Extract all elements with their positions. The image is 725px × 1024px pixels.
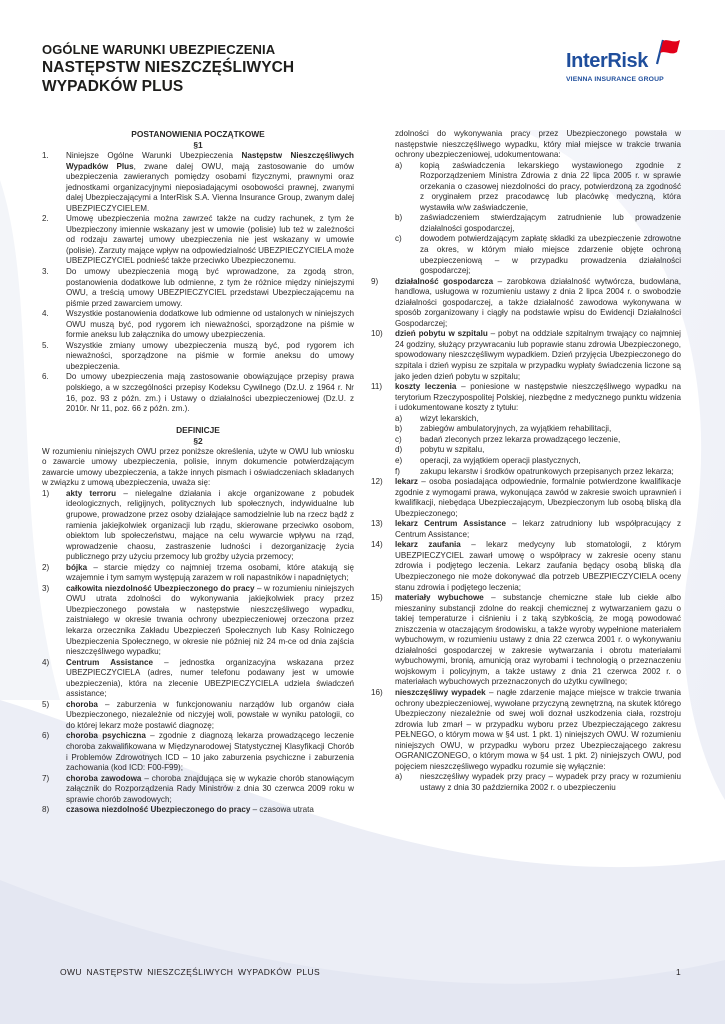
definition-item: 14) lekarz zaufania – lekarz medycyny lub stomatologii, z którym UBEZPIECZYCIEL zawarł umowę o współpracy w zakresie oceny stanu zdrowia i podjętego leczenia. Lekarz zaufania będący osobą bliską dla Ubezpieczonego nie może dokonywać dla potrzeb UBEZPIECZYCIELA oceny stanu zdrowia i podjętego leczenia; — [371, 540, 681, 592]
sub-list-item: e) operacji, za wyjątkiem operacji plastycznych, — [395, 455, 581, 465]
sub-list — [371, 161, 681, 277]
list-item: 2. Umowę ubezpieczenia można zawrzeć także na cudzy rachunek, z tym że Ubezpieczony imiennie wskazany jest w umowie (polisie) lub też w zależności od rodzaju zawartej umowy ubezpieczenia nie jest wskazany w umowie (polisie). Zarzuty mające wpływ na odpowiedzialność UBEZPIECZYCIELA może UBEZPIECZYCIEL podnieść także przeciwko Ubezpieczonemu. — [42, 214, 354, 266]
definitions-intro: W rozumieniu niniejszych OWU przez poniższe określenia, użyte w OWU lub wniosku o zawarcie umowy ubezpieczenia, polisie, innym dokumencie potwierdzającym zawarcie umowy ubezpieczenia, a także innych pismach i oświadczeniach składanych w związku z umową ubezpieczenia, uważa się: — [42, 446, 354, 488]
sub-list-item: f) zakupu lekarstw i środków opatrunkowych przepisanych przez lekarza; — [395, 466, 674, 476]
list-item: 6. Do umowy ubezpieczenia mają zastosowanie obowiązujące przepisy prawa polskiego, a w szczególności przepisy Kodeksu Cywilnego (Dz.U. z 1964 r. Nr 16, poz. 93 z późn. zm.) i Ustawy o działalności ubezpieczeniowej (Dz.U. z 2010r. Nr 11, poz. 66 z późn. zm.). — [42, 372, 354, 414]
logo-tagline: VIENNA INSURANCE GROUP — [566, 76, 664, 83]
sub-list-item: b) zaświadczeniem stwierdzającym zatrudnienie lub prowadzenie działalności gospodarczej, — [395, 213, 681, 233]
definition-item: 6) choroba psychiczna – zgodnie z diagnozą lekarza prowadzącego leczenie choroba zakwalifikowana w Międzynarodowej Statystycznej Klasyfikacji Chorób i Problemów Zdrowotnych ICD – 10 jako zaburzenia psychiczne i zaburzenia zachowania (kod ICD: F00-F99); — [42, 731, 354, 773]
right-column — [371, 129, 681, 793]
title-line-2: NASTĘPSTW NIESZCZĘŚLIWYCH — [42, 59, 295, 76]
paragraph-mark-1: §1 — [193, 140, 203, 150]
definition-item: 8) czasowa niezdolność Ubezpieczonego do pracy – czasowa utrata — [42, 805, 314, 815]
list-item: 3. Do umowy ubezpieczenia mogą być wprowadzone, za zgodą stron, postanowienia dodatkowe lub odmienne, z tym że różnice między niniejszymi OWU, a treścią umowy UBEZPIECZYCIEL przedstawi Ubezpieczającemu na piśmie przed zawarciem umowy. — [42, 267, 354, 308]
section-heading-postanowienia: POSTANOWIENIA POCZĄTKOWE — [131, 129, 265, 139]
definition-item: 3) całkowita niezdolność Ubezpieczonego do pracy – w rozumieniu niniejszych OWU utrata zdolności do wykonywania jakiejkolwiek pracy przez Ubezpieczonego powstała w następstwie nieszczęśliwego wypadku, zaistniałego w okresie trwania ochrony ubezpieczeniowej orzeczona przez lekarza orzecznika Zakładu Ubezpieczeń Społecznych lub Kasy Rolniczego Ubezpieczenia Społecznego, w okresie nie później niż 24 m-ce od dnia zajścia nieszczęśliwego wypadku; — [42, 583, 354, 657]
logo-wordmark: InterRisk — [566, 50, 648, 72]
paragraph-mark-2: §2 — [193, 435, 203, 446]
title-line-1: OGÓLNE WARUNKI UBEZPIECZENIA — [42, 42, 276, 57]
interrisk-logo — [560, 38, 690, 88]
section-heading-definicje: DEFINICJE — [176, 424, 220, 435]
definition-item: 4) Centrum Assistance – jednostka organizacyjna wskazana przez UBEZPIECZYCIELA (adres, numer telefonu podawany jest w umowie ubezpieczenia), która na zlecenie UBEZPIECZYCIELA udziela świadczeń assistance; — [42, 657, 354, 699]
interrisk-flag-logo-icon — [654, 38, 684, 66]
sub-list-item: b) zabiegów ambulatoryjnych, za wyjątkiem rehabilitacji, — [395, 424, 612, 434]
left-column — [42, 129, 354, 816]
definition-item: 5) choroba – zaburzenia w funkcjonowaniu narządów lub organów ciała Ubezpieczonego, niezależnie od niczyjej woli, powstałe w wyniku patologii, co do której lekarz może postawić diagnozę; — [42, 699, 354, 730]
list-item: 4. Wszystkie postanowienia dodatkowe lub odmienne od ustalonych w niniejszych OWU muszą być, pod rygorem ich nieważności, sporządzone na piśmie w formie aneksu lub załącznika do umowy ubezpieczenia. — [42, 309, 354, 340]
definition-item: 11) koszty leczenia – poniesione w następstwie nieszczęśliwego wypadku na terytorium Rzeczypospolitej Polskiej, niezbędne z medycznego punktu widzenia i udokumentowane koszty z tytułu: a) wizyt lekarskich, b) zabiegów ambulatoryjnych, za wyjątkiem rehabilitacji, c) badań zleconych przez lekarza prowadzącego leczenie, d) pobytu w szpitalu, e) operacji, za wyjątkiem operacji plastycznych, f) zakupu lekarstw i środków opatrunkowych przepisanych przez lekarza; — [371, 382, 681, 476]
document-title — [42, 42, 294, 96]
list-item: 5. Wszystkie zmiany umowy ubezpieczenia muszą być, pod rygorem ich nieważności, sporządzone na piśmie w formie aneksu do umowy ubezpieczenia. — [42, 340, 354, 371]
definition-item: 16) nieszczęśliwy wypadek – nagłe zdarzenie mające miejsce w trakcie trwania ochrony ubezpieczeniowej, wywołane przyczyną zewnętrzną, na skutek którego Ubezpieczony niezależnie od swej woli doznał uszkodzenia ciała, rozstroju zdrowia lub zmarł – w przypadku wyboru przez Ubezpieczającego zakresu PEŁNEGO, o którym mowa w §4 ust. 1 pkt. 1) niniejszych OWU. W rozumieniu niniejszych OWU, w przypadku wyboru przez Ubezpieczającego zakresu OGRANICZONEGO, o którym mowa w §4 ust. 1 pkt. 2) niniejszych OWU, pod pojęciem nieszczęśliwego wypadku rozumie się wyłącznie: a) nieszczęśliwy wypadek przy pracy – wypadek przy pracy w rozumieniu ustawy z dnia 30 października 2002 r. o ubezpieczeniu — [371, 687, 681, 792]
footer-title: OWU NASTĘPSTW NIESZCZĘŚLIWYCH WYPADKÓW PLUS — [60, 967, 320, 977]
sub-list-item: d) pobytu w szpitalu, — [395, 445, 485, 455]
definition-item: 15) materiały wybuchowe – substancje chemiczne stałe lub ciekłe albo mieszaniny substancji zdolne do reakcji chemicznej z wytwarzaniem gazu o takiej temperaturze i ciśnieniu i z taką szybkością, że mogą powodować zniszczenia w otaczającym środowisku, a także wyroby wypełnione materiałem wybuchowym, w rozumieniu ustawy z dnia 22 czerwca 2001 r. o wykonywaniu działalności gospodarczej w zakresie wytwarzania i obrotu materiałami wybuchowymi, bronią, amunicją oraz wyrobami i technologią o przeznaczeniu wojskowym i policyjnym, a także ustawy z dnia 21 czerwca 2002 r. o materiałach wybuchowych przeznaczonych do użytku cywilnego; — [371, 593, 682, 687]
sub-list-item: a) kopią zaświadczenia lekarskiego wystawionego zgodnie z Rozporządzeniem Ministra Zdrowia z dnia 22 lipca 2005 r. w sprawie orzekania o czasowej niezdolności do pracy, potwierdzoną za zgodność z oryginałem przez pracodawcę lub placówkę medyczną, która wystawiła w/w zaświadczenie, — [395, 160, 681, 212]
sub-list-item: c) dowodem potwierdzającym zapłatę składki za ubezpieczenie zdrowotne za okres, w którym miało miejsce zdarzenie objęte ochroną ubezpieczeniową – w przypadku prowadzenia działalności gospodarczej; — [395, 234, 681, 276]
definition-item: 1) akty terroru – nielegalne działania i akcje organizowane z pobudek ideologicznych, religijnych, politycznych lub społecznych, indywidualne lub grupowe, prowadzone przez osoby działające samodzielnie lub na rzecz bądź z ramienia jakiejkolwiek organizacji lub rządu, skierowane przeciwko osobom, obiektom lub społeczeństwu, mające na celu wywarcie wpływu na rząd, wprowadzenie chaosu, zastraszenie ludności i dezorganizację życia publicznego przy użyciu przemocy lub groźby użycia przemocy; — [42, 488, 354, 562]
definition-continuation: zdolności do wykonywania pracy przez Ubezpieczonego powstała w następstwie nieszczęśliwego wypadku, który miał miejsce w trakcie trwania ochrony ubezpieczeniowej, udokumentowana: — [395, 129, 681, 160]
definition-item: 2) bójka – starcie między co najmniej trzema osobami, które atakują się wzajemnie i tym samym występują zarazem w roli napastników i napadniętych; — [42, 562, 354, 583]
page-number: 1 — [676, 967, 681, 977]
definition-item: 12) lekarz – osoba posiadająca odpowiednie, formalnie potwierdzone kwalifikacje zgodnie z wymogami prawa, wykonująca zawód w zakresie swoich uprawnień i kwalifikacji, niebędąca Ubezpieczającym, Ubezpieczonym lub osobą bliską dla Ubezpieczonego; — [371, 477, 681, 518]
definition-item: 10) dzień pobytu w szpitalu – pobyt na oddziale szpitalnym trwający co najmniej 24 godziny, służący przywracaniu lub poprawie stanu zdrowia Ubezpieczonego, spowodowany nieszczęśliwym wypadkiem. Dzień przyjęcia Ubezpieczonego do szpitala i dzień wypisu ze szpitala w przypadku wypłaty świadczenia liczone są jako jeden dzień pobytu w szpitalu; — [371, 329, 681, 381]
definition-item: 7) choroba zawodowa – choroba znajdująca się w wykazie chorób stanowiącym załącznik do Rozporządzenia Rady Ministrów z dnia 30 czerwca 2009 roku w sprawie chorób zawodowych; — [42, 773, 354, 804]
sub-list-item: a) wizyt lekarskich, — [395, 413, 479, 423]
definition-item: 13) lekarz Centrum Assistance – lekarz zatrudniony lub współpracujący z Centrum Assistance; — [371, 519, 681, 539]
title-line-3: WYPADKÓW PLUS — [42, 78, 184, 95]
definition-item: 9) działalność gospodarcza – zarobkowa działalność wytwórcza, budowlana, handlowa, usługowa w rozumieniu ustawy z dnia 2 lipca 2004 r. o swobodzie działalności gospodarczej, a także działalność zawodowa wykonywana w sposób zorganizowany i ciągły na podstawie wpisu do Ewidencji Działalności Gospodarczej; — [371, 276, 681, 328]
list-item: 1. Niniejsze Ogólne Warunki Ubezpieczenia Następstw Nieszczęśliwych Wypadków Plus, zwane dalej OWU, mają zastosowanie do umów ubezpieczenia zawieranych pomiędzy osobami fizycznymi, prawnymi oraz jednostkami organizacyjnymi nieposiadającymi osobowości prawnej, zwanymi dalej Ubezpieczającymi a InterRisk S.A. Vienna Insurance Group, zwanym dalej UBEZPIECZYCIELEM. — [42, 151, 354, 213]
sub-list-item: a) nieszczęśliwy wypadek przy pracy – wypadek przy pracy w rozumieniu ustawy z dnia 30 października 2002 r. o ubezpieczeniu — [395, 772, 681, 792]
sub-list-item: c) badań zleconych przez lekarza prowadzącego leczenie, — [395, 434, 621, 444]
